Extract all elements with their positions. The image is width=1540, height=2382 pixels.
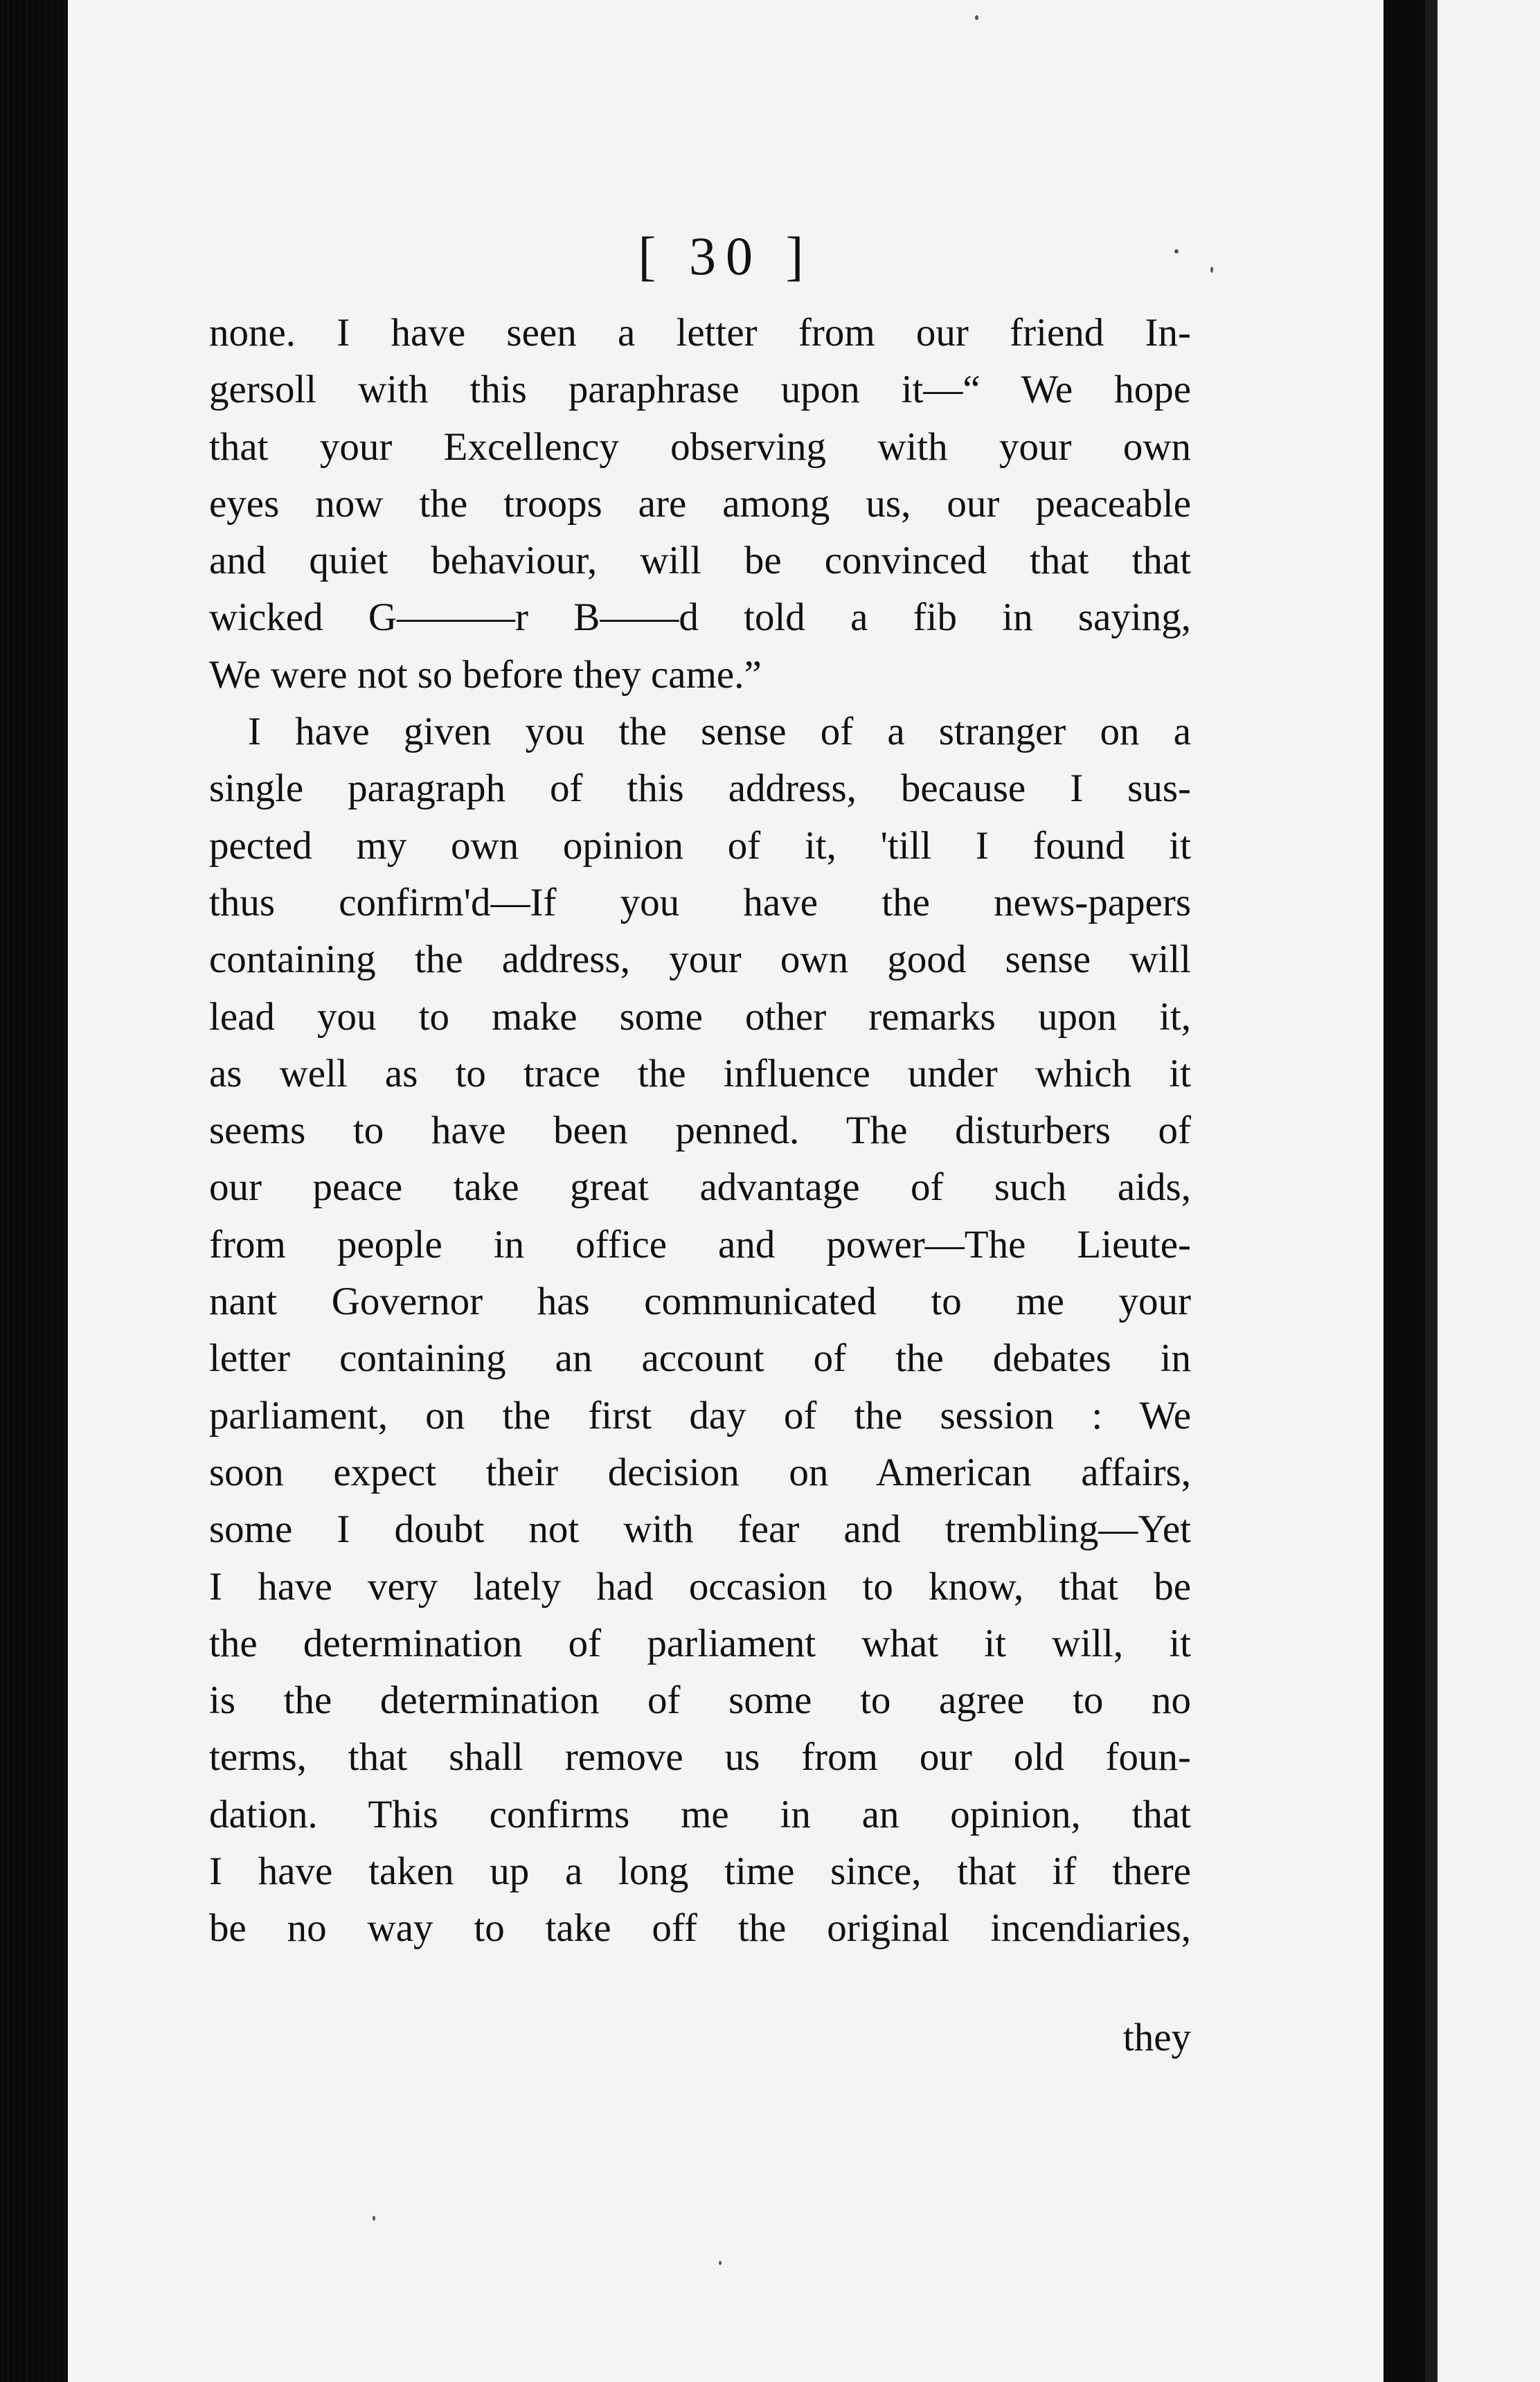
ink-speck	[975, 15, 978, 20]
text-line: I have very lately had occasion to know, that be	[209, 1564, 1191, 1609]
text-line: dation. This confirms me in an opinion, that	[209, 1792, 1191, 1836]
catchword: they	[1122, 2016, 1191, 2059]
text-line: lead you to make some other remarks upon it,	[209, 994, 1191, 1039]
text-line: that your Excellency observing with your own	[209, 424, 1191, 469]
page-edge-shadow	[1384, 0, 1425, 2382]
text-line: terms, that shall remove us from our old foun-	[209, 1735, 1191, 1780]
text-line: nant Governor has communicated to me your	[209, 1280, 1191, 1324]
text-line: from people in office and power—The Lieute-	[209, 1222, 1191, 1266]
page-number: [ 30 ]	[638, 226, 814, 286]
ink-speck	[373, 2216, 375, 2221]
text-line: some I doubt not with fear and trembling—Yet	[209, 1507, 1191, 1552]
text-line: We were not so before they came.”	[209, 652, 762, 697]
text-line: wicked G———r B——d told a fib in saying,	[209, 596, 1191, 640]
text-line: parliament, on the first day of the session : We	[209, 1393, 1191, 1438]
ink-speck	[1174, 249, 1179, 253]
body-text	[209, 305, 1191, 1958]
text-line: as well as to trace the influence under which it	[209, 1051, 1191, 1095]
text-line: soon expect their decision on American affairs,	[209, 1450, 1191, 1494]
ink-speck	[1210, 267, 1213, 273]
facing-page-gutter	[1425, 0, 1438, 2382]
text-line: our peace take great advantage of such aids,	[209, 1165, 1191, 1210]
text-line: thus confirm'd—If you have the news-papers	[209, 880, 1191, 924]
text-line: the determination of parliament what it will, it	[209, 1621, 1191, 1665]
text-line: and quiet behaviour, will be convinced that that	[209, 539, 1191, 583]
text-line: pected my own opinion of it, 'till I found it	[209, 823, 1191, 868]
text-line: is the determination of some to agree to no	[209, 1678, 1191, 1723]
ink-speck	[719, 2261, 722, 2265]
text-line: eyes now the troops are among us, our peaceable	[209, 481, 1191, 526]
text-line: letter containing an account of the debates in	[209, 1336, 1191, 1381]
facing-page-edge	[1425, 0, 1540, 2382]
text-line: seems to have been penned. The disturbers of	[209, 1109, 1191, 1153]
text-line: be no way to take off the original incendiaries,	[209, 1906, 1191, 1951]
text-line: single paragraph of this address, because I sus-	[209, 767, 1191, 811]
text-line: gersoll with this paraphrase upon it—“ We hope	[209, 368, 1191, 412]
text-line: I have taken up a long time since, that if there	[209, 1850, 1191, 1894]
text-line: none. I have seen a letter from our friend In-	[209, 311, 1191, 355]
text-line: containing the address, your own good sense will	[209, 938, 1191, 982]
text-line: I have given you the sense of a stranger on a	[248, 710, 1191, 754]
book-binding	[0, 0, 69, 2382]
